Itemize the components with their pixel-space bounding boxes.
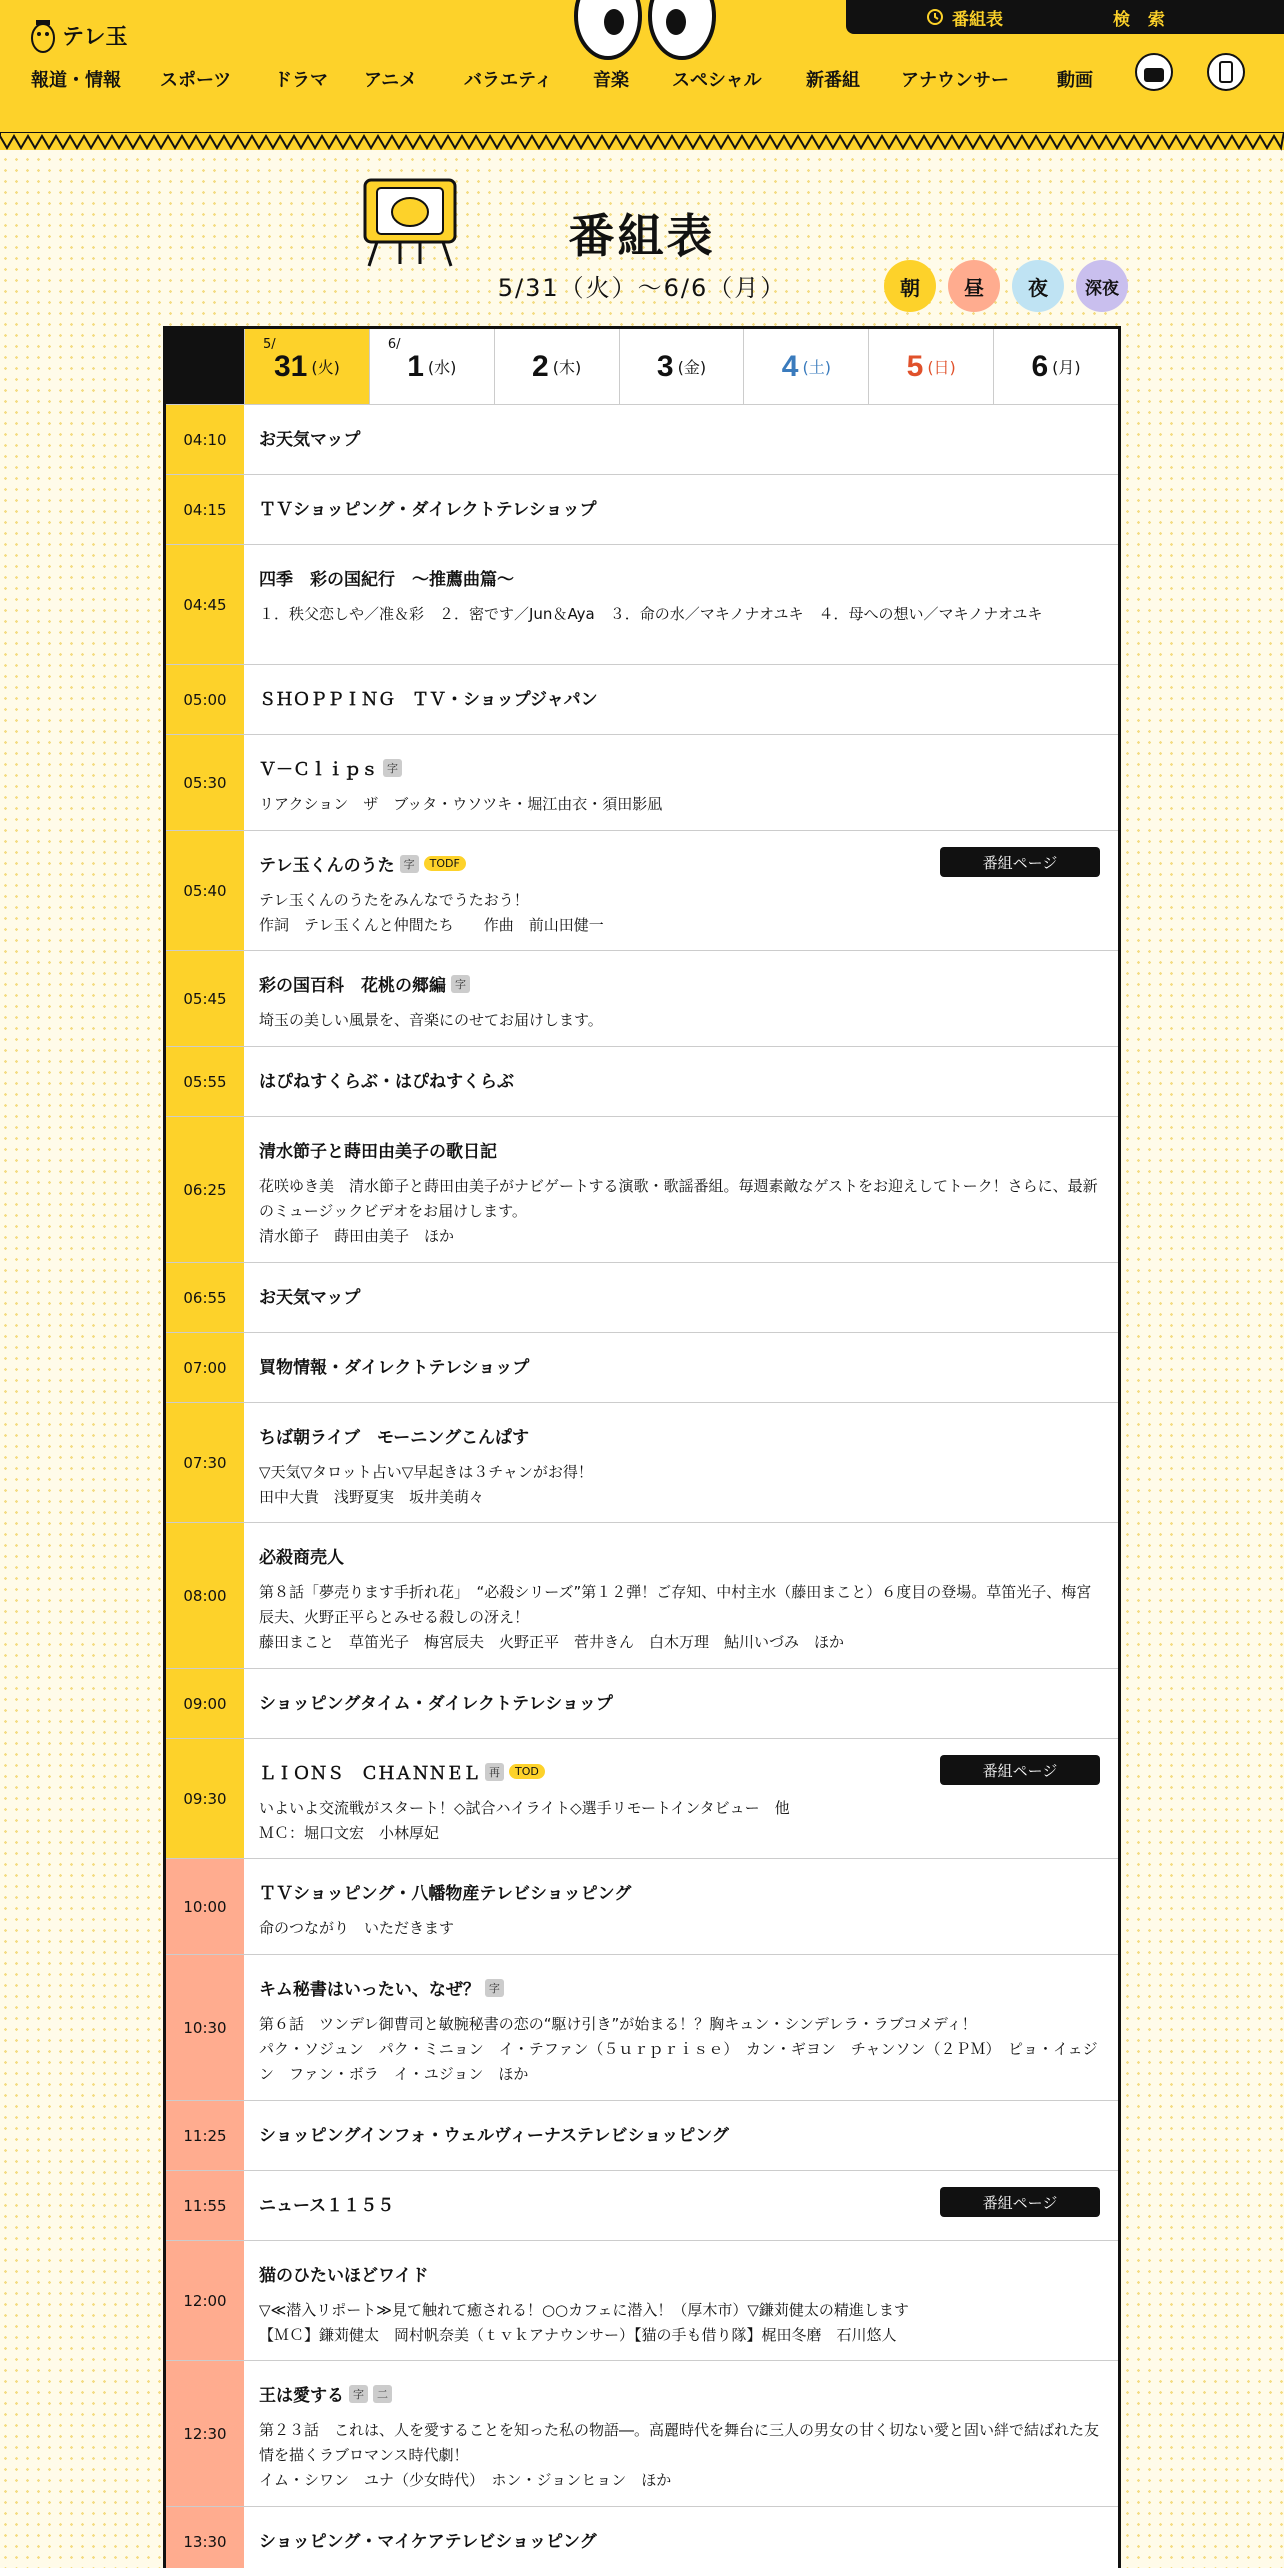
- program-desc: ▽天気▽タロット占い▽早起きは３チャンがお得！ 田中大貴 浅野夏実 坂井美萌々: [259, 1463, 593, 1506]
- program-body: [244, 2101, 1118, 2170]
- program-body: [244, 2171, 1118, 2240]
- program-list: [166, 405, 1118, 2568]
- program-time: 12:00: [166, 2241, 244, 2360]
- program-title[interactable]: ＬＩＯＮＳ ＣＨＡＮＮＥＬ: [259, 1764, 480, 1784]
- program-row: [166, 1739, 1118, 1859]
- day-number: 3: [656, 349, 674, 383]
- day-tab[interactable]: [619, 329, 744, 404]
- program-title[interactable]: ショッピング・マイケアテレビショッピング: [259, 2532, 597, 2552]
- site-logo[interactable]: [30, 16, 128, 54]
- program-title[interactable]: ＴＶショッピング・ダイレクトテレショップ: [259, 500, 597, 520]
- program-title[interactable]: 猫のひたいほどワイド: [259, 2266, 429, 2286]
- program-desc: リアクション ザ ブッタ・ウソツキ・堀江由衣・須田影凪: [259, 795, 663, 813]
- program-body: [244, 405, 1118, 474]
- program-title-row: [259, 2527, 1100, 2552]
- program-badge: 再: [485, 1763, 504, 1781]
- program-page-button[interactable]: 番組ページ: [940, 2187, 1100, 2217]
- program-time: 04:15: [166, 475, 244, 544]
- program-title[interactable]: ショッピングタイム・ダイレクトテレショップ: [259, 1694, 613, 1714]
- program-title[interactable]: ちば朝ライブ モーニングこんぱす: [259, 1428, 529, 1448]
- program-row: [166, 665, 1118, 735]
- program-time: 05:40: [166, 831, 244, 950]
- program-body: [244, 2361, 1118, 2506]
- mobile-icon[interactable]: [1206, 52, 1246, 92]
- program-body: [244, 665, 1118, 734]
- program-badge: 字: [485, 1979, 504, 1997]
- program-row: [166, 2361, 1118, 2507]
- program-title-row: [259, 685, 1100, 710]
- program-time: 05:45: [166, 951, 244, 1046]
- nav-item[interactable]: スペシャル: [672, 70, 762, 90]
- program-body: [244, 2507, 1118, 2568]
- program-title-row: [259, 2121, 1100, 2146]
- nav-item[interactable]: 新番組: [806, 70, 860, 90]
- program-title[interactable]: 彩の国百科 花桃の郷編: [259, 976, 446, 996]
- program-title-row: [259, 1283, 1100, 1308]
- program-body: [244, 2241, 1118, 2360]
- nav-item[interactable]: ドラマ: [274, 70, 328, 90]
- time-of-day-buttons: [884, 260, 1128, 312]
- program-time: 09:30: [166, 1739, 244, 1858]
- program-title[interactable]: ＳＨＯＰＰＩＮＧ ＴＶ・ショップジャパン: [259, 690, 598, 710]
- program-desc: 埼玉の美しい風景を、音楽にのせてお届けします。: [259, 1011, 603, 1029]
- nav-item[interactable]: バラエティ: [464, 70, 553, 90]
- program-title-row: [259, 495, 1100, 520]
- logo-text: テレ玉: [62, 24, 128, 50]
- day-tab[interactable]: [743, 329, 868, 404]
- program-body: [244, 1047, 1118, 1116]
- schedule-link[interactable]: [926, 5, 1003, 30]
- tele-tama-mascot-icon: [30, 16, 56, 54]
- schedule-label: 番組表: [952, 9, 1003, 30]
- nav-item[interactable]: 動画: [1057, 70, 1093, 90]
- day-weekday: (水): [427, 358, 457, 377]
- program-body: [244, 1403, 1118, 1522]
- day-number: 6: [1031, 349, 1049, 383]
- program-desc: 花咲ゆき美 清水節子と蒔田由美子がナビゲートする演歌・歌謡番組。毎週素敵なゲストをお迎えしてトーク！さらに、最新のミュージックビデオをお届けします。 清水節子 蒔田由美子 ほか: [259, 1177, 1098, 1245]
- program-time: 10:00: [166, 1859, 244, 1954]
- day-number: 31: [273, 349, 308, 383]
- day-weekday: (月): [1052, 358, 1081, 377]
- program-row: [166, 475, 1118, 545]
- program-desc: 第６話 ツンデレ御曹司と敏腕秘書の恋の“駆け引き”が始まる！？胸キュン・シンデレラ・ラブコメディ！ パク・ソジュン パク・ミニョン イ・テファン（５ｕｒｐｒｉｓｅ） カン・ギヨン チャンソン（２ＰＭ） ピョ・イェジン ファン・ボラ イ・ユジョン ほか: [259, 2015, 1098, 2083]
- nav-item[interactable]: 音楽: [593, 70, 629, 90]
- program-body: [244, 1263, 1118, 1332]
- program-time: 05:30: [166, 735, 244, 830]
- top-bar: [846, 0, 1284, 34]
- program-body: [244, 1333, 1118, 1402]
- mascot-eyes-icon: [570, 0, 720, 62]
- program-body: [244, 1955, 1118, 2100]
- program-time: 07:00: [166, 1333, 244, 1402]
- program-time: 06:25: [166, 1117, 244, 1262]
- program-badge: 字: [451, 975, 470, 993]
- program-time: 09:00: [166, 1669, 244, 1738]
- program-title-row: [259, 971, 1100, 996]
- program-body: [244, 951, 1118, 1046]
- program-time: 05:00: [166, 665, 244, 734]
- program-title-row: [259, 1137, 1100, 1162]
- program-time: 04:10: [166, 405, 244, 474]
- program-title[interactable]: 王は愛する: [259, 2386, 344, 2406]
- app-icon[interactable]: [1134, 52, 1174, 92]
- program-body: [244, 1859, 1118, 1954]
- program-row: [166, 1523, 1118, 1669]
- program-title-row: [259, 1543, 1100, 1568]
- program-badge: 字: [383, 759, 402, 777]
- program-body: [244, 1739, 1118, 1858]
- nav-item[interactable]: アニメ: [364, 70, 418, 90]
- program-time: 05:55: [166, 1047, 244, 1116]
- program-row: [166, 1403, 1118, 1523]
- program-title[interactable]: 清水節子と蒔田由美子の歌日記: [259, 1142, 497, 1162]
- program-time: 12:30: [166, 2361, 244, 2506]
- program-body: [244, 1669, 1118, 1738]
- time-of-day-button[interactable]: 夜: [1012, 260, 1064, 312]
- program-desc: ▽≪潜入リポート≫見て触れて癒される！○○カフェに潜入！（厚木市）▽鎌苅健太の精進します 【ＭＣ】鎌苅健太 岡村帆奈美（ｔｖｋアナウンサー）【猫の手も借り隊】梶田冬磨 石川悠人: [259, 2301, 909, 2344]
- corner-cell: [166, 329, 244, 404]
- clock-icon: [926, 8, 944, 26]
- program-body: [244, 831, 1118, 950]
- program-time: 11:55: [166, 2171, 244, 2240]
- program-title-row: [259, 1423, 1100, 1448]
- program-desc: 第２３話 これは、人を愛することを知った私の物語―。高麗時代を舞台に三人の男女の甘く切ない愛と固い絆で結ばれた友情を描くラブロマンス時代劇！ イム・シワン ユナ（少女時代） ホン・ジョンヒョン ほか: [259, 2421, 1100, 2489]
- day-number: 4: [781, 349, 799, 383]
- program-title[interactable]: キム秘書はいったい、なぜ？: [259, 1980, 480, 2000]
- program-row: [166, 1263, 1118, 1333]
- program-desc: 命のつながり いただきます: [259, 1919, 455, 1937]
- program-title-row: [259, 755, 1100, 780]
- program-time: 04:45: [166, 545, 244, 664]
- program-tod-badge: TOD: [509, 1764, 545, 1779]
- program-row: [166, 951, 1118, 1047]
- program-time: 08:00: [166, 1523, 244, 1668]
- program-row: [166, 2507, 1118, 2568]
- program-grid: [163, 326, 1121, 2568]
- program-row: [166, 1117, 1118, 1263]
- program-title[interactable]: はぴねすくらぶ・はぴねすくらぶ: [259, 1072, 514, 1092]
- program-title[interactable]: 四季 彩の国紀行 ～推薦曲篇～: [259, 570, 514, 590]
- program-title[interactable]: Ｖ－Ｃｌｉｐｓ: [259, 760, 378, 780]
- program-time: 10:30: [166, 1955, 244, 2100]
- program-title[interactable]: ニュース１１５５: [259, 2196, 395, 2216]
- nav-item[interactable]: スポーツ: [160, 70, 232, 90]
- program-body: [244, 1523, 1118, 1668]
- program-title-row: [259, 1067, 1100, 1092]
- program-tod-badge: TODF: [424, 856, 466, 871]
- program-body: [244, 1117, 1118, 1262]
- day-tab[interactable]: [868, 329, 993, 404]
- program-body: [244, 475, 1118, 544]
- day-number: 5: [906, 349, 924, 383]
- program-body: [244, 735, 1118, 830]
- program-title-row: [259, 2381, 1100, 2406]
- program-time: 11:25: [166, 2101, 244, 2170]
- day-tab[interactable]: [494, 329, 619, 404]
- program-title[interactable]: テレ玉くんのうた: [259, 856, 395, 876]
- day-number: 1: [407, 349, 424, 383]
- time-of-day-button[interactable]: 朝: [884, 260, 936, 312]
- program-title[interactable]: お天気マップ: [259, 430, 361, 450]
- program-desc: 第８話「夢売ります手折れ花」 “必殺シリーズ”第１２弾！ご存知、中村主水（藤田まこと）６度目の登場。草笛光子、梅宮辰夫、火野正平らとみせる殺しの冴え！ 藤田まこと 草笛光子 梅宮辰夫 火野正平 菅井きん 白木万理 鮎川いづみ ほか: [259, 1583, 1092, 1651]
- page-title: 番組表: [568, 209, 716, 263]
- program-row: [166, 2171, 1118, 2241]
- day-weekday: (金): [677, 358, 707, 377]
- program-time: 06:55: [166, 1263, 244, 1332]
- date-range: 5/31（火）〜6/6（月）: [497, 274, 787, 302]
- day-weekday: (日): [927, 358, 956, 377]
- time-of-day-button[interactable]: 深夜: [1076, 260, 1128, 312]
- program-row: [166, 405, 1118, 475]
- program-title-row: [259, 1689, 1100, 1714]
- program-badge: 字: [349, 2385, 368, 2403]
- nav-item[interactable]: 報道・情報: [31, 70, 121, 90]
- header-zigzag-edge: [0, 132, 1284, 152]
- day-tab[interactable]: [244, 329, 369, 404]
- program-row: [166, 1669, 1118, 1739]
- program-title[interactable]: ショッピングインフォ・ウェルヴィーナステレビショッピング: [259, 2126, 729, 2146]
- day-number: 2: [532, 349, 549, 383]
- program-row: [166, 2241, 1118, 2361]
- program-title[interactable]: 必殺商売人: [259, 1548, 344, 1568]
- program-time: 07:30: [166, 1403, 244, 1522]
- day-weekday: (木): [552, 358, 582, 377]
- day-tab[interactable]: [993, 329, 1118, 404]
- time-of-day-button[interactable]: 昼: [948, 260, 1000, 312]
- program-row: [166, 1859, 1118, 1955]
- program-title-row: [259, 565, 1100, 590]
- program-desc: いよいよ交流戦がスタート！◇試合ハイライト◇選手リモートインタビュー 他 ＭＣ：堀口文宏 小林厚妃: [259, 1799, 790, 1842]
- day-tab[interactable]: [369, 329, 494, 404]
- program-row: [166, 1955, 1118, 2101]
- program-time: 13:30: [166, 2507, 244, 2568]
- program-badge: 字: [400, 855, 419, 873]
- program-title-row: [259, 2261, 1100, 2286]
- program-row: [166, 735, 1118, 831]
- program-title-row: [259, 1975, 1100, 2000]
- program-row: [166, 2101, 1118, 2171]
- program-title-row: [259, 1879, 1100, 1904]
- program-title-row: [259, 425, 1100, 450]
- site-header: [0, 0, 1284, 150]
- program-title-row: [259, 1353, 1100, 1378]
- program-title[interactable]: ＴＶショッピング・八幡物産テレビショッピング: [259, 1884, 632, 1904]
- program-desc: １．秩父恋しや／准＆彩 ２．密です／Jun＆Aya ３．命の水／マキノナオユキ ４．母への想い／マキノナオユキ: [259, 605, 1043, 623]
- program-badge: 二: [373, 2385, 392, 2403]
- program-body: [244, 545, 1118, 664]
- day-weekday: (土): [802, 358, 831, 377]
- program-row: [166, 1047, 1118, 1117]
- day-weekday: (火): [311, 358, 340, 377]
- program-title[interactable]: お天気マップ: [259, 1288, 361, 1308]
- program-row: [166, 831, 1118, 951]
- day-month: 5/: [263, 337, 276, 352]
- day-header-row: [166, 329, 1118, 405]
- program-row: [166, 545, 1118, 665]
- program-page-button[interactable]: 番組ページ: [940, 847, 1100, 877]
- program-row: [166, 1333, 1118, 1403]
- search-link[interactable]: 検 索: [1113, 9, 1171, 30]
- program-desc: テレ玉くんのうたをみんなでうたおう！ 作詞 テレ玉くんと仲間たち 作曲 前山田健一: [259, 891, 604, 934]
- program-title[interactable]: 買物情報・ダイレクトテレショップ: [259, 1358, 530, 1378]
- title-area: [0, 160, 1284, 310]
- program-page-button[interactable]: 番組ページ: [940, 1755, 1100, 1785]
- day-month: 6/: [387, 337, 401, 352]
- nav-item[interactable]: アナウンサー: [901, 70, 1009, 90]
